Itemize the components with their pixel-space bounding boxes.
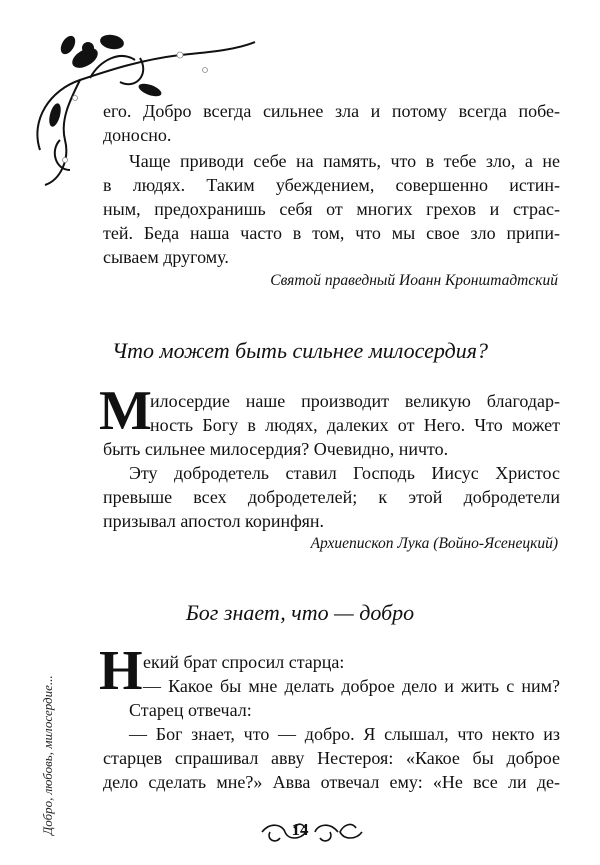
body-line: превыше всех добродетелей; к этой добродетели [103,487,560,507]
body-line: Чаще приводи себе на память, что в тебе зло, а не [129,151,560,171]
body-line: дело сделать мне?» Авва отвечал ему: «Не все ли де- [103,772,560,792]
body-line: доносно. [103,125,172,145]
body-line: ность Богу в людях, далеких от Него. Что может [150,415,560,435]
attribution: Святой праведный Иоанн Кронштадтский [270,272,558,289]
body-line: быть сильнее милосердия? Очевидно, ничто. [103,439,449,459]
body-line: — Бог знает, что — добро. Я слышал, что некто из [129,724,560,744]
body-line: илосердие наше производит великую благодар- [150,391,560,411]
page-number: 14 [291,820,309,839]
body-line: сываем другому. [103,247,229,267]
body-line: Старец отвечал: [129,700,252,720]
body-line: Эту добродетель ставил Господь Иисус Христос [129,463,560,483]
section-heading: Что может быть сильнее милосердия? [112,338,488,363]
spine-running-title: Добро, любовь, милосердие... [40,675,55,835]
drop-cap: М [99,380,152,442]
body-line: в людях. Таким убеждением, совершенно истин- [103,175,560,195]
body-line: его. Добро всегда сильнее зла и потому всегда побе- [103,101,560,121]
body-line: екий брат спросил старца: [143,652,345,672]
attribution: Архиепископ Лука (Войно-Ясенецкий) [310,535,558,552]
section-heading: Бог знает, что — добро [185,600,415,625]
body-line: тей. Беда наша часто в том, что мы свое зло припи- [103,223,560,243]
body-line: ным, предохранишь себя от многих грехов и страс- [103,199,560,219]
drop-cap: Н [99,640,143,702]
body-line: призывал апостол коринфян. [103,511,324,531]
body-line: старцев спрашивал авву Нестероя: «Какое бы доброе [103,748,560,768]
body-line: — Какое бы мне делать доброе дело и жить с ним? [143,676,560,696]
